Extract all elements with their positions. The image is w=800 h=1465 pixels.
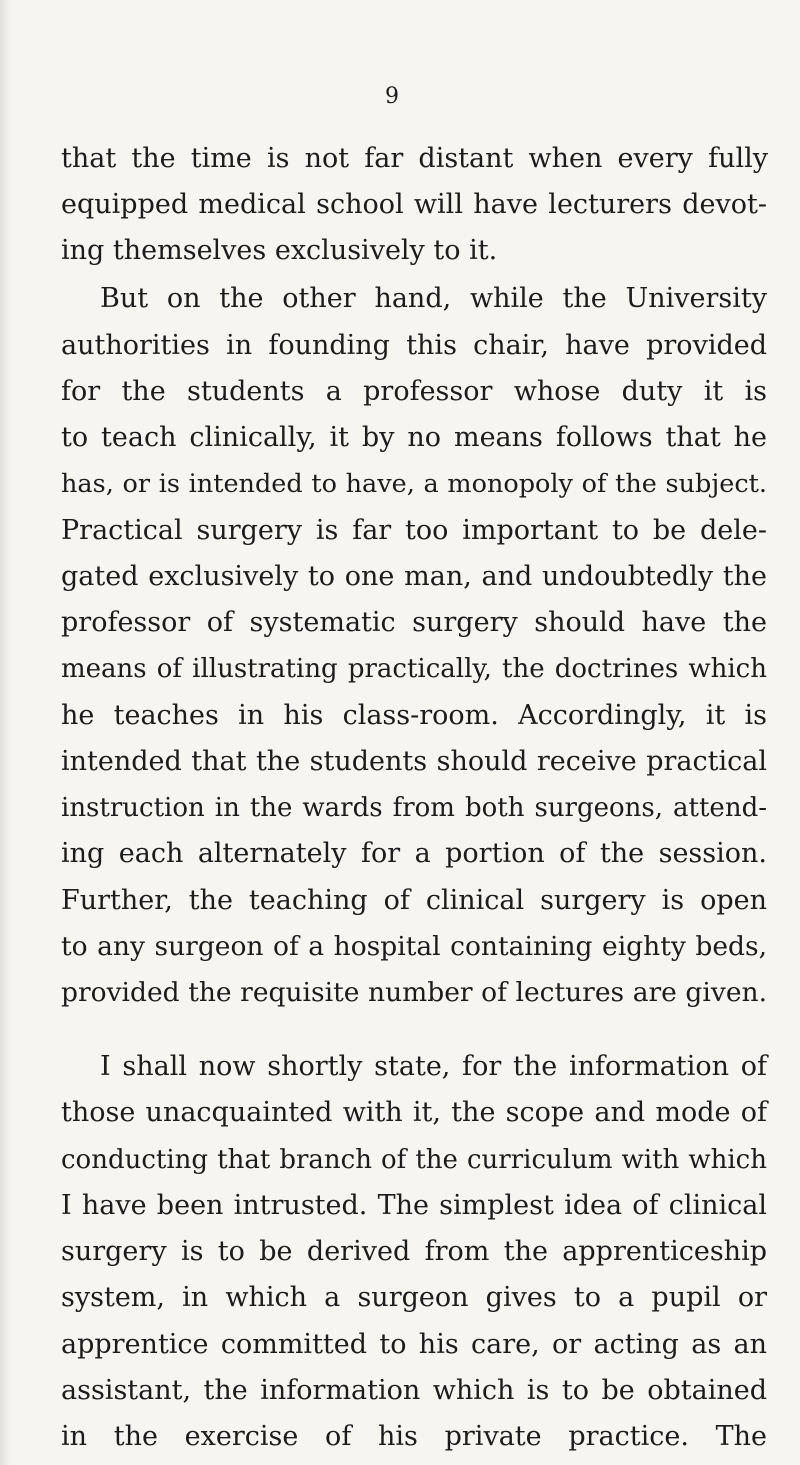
page-number-text: 9 bbox=[385, 84, 399, 109]
page-edge-shadow bbox=[0, 0, 12, 1465]
book-page: 9 that the time is not far distant when every fully equipped medical school will have lecturers devot- ing themselves exclusively to it. But on the other hand, while the University authorities in founding this chair, have provided for the students a professor whose duty it is to teach clinically, it by no means follows that he has, or is intended to have, a monopoly of the subject. Practical surgery is far too important to be dele- gated exclusively to one man, and undoubtedly the professor of systematic surgery should have the means of illustrating practically, the doctrines which he teaches in his class-room. Accordingly, it is intended that the students should receive practical instruction in the wards from both surgeons, attend- ing each alternately for a portion of the session. Further, the teaching of clinical surgery is open to any surgeon of a hospital containing eighty beds, provided the requisite number of lectures are given. I shall now shortly state, for the information of those unacquainted with it, the scope and mode of conducting that branch of the curriculum with which I have been intrusted. The simplest idea of clinical surgery is to be derived from the apprenticeship system, in which a surgeon gives to a pupil or apprentice committed to his care, or acting as an assistant, the information which is to be obtained in the exercise of his private practice. The bbox=[0, 0, 800, 1465]
page-number bbox=[0, 84, 800, 109]
